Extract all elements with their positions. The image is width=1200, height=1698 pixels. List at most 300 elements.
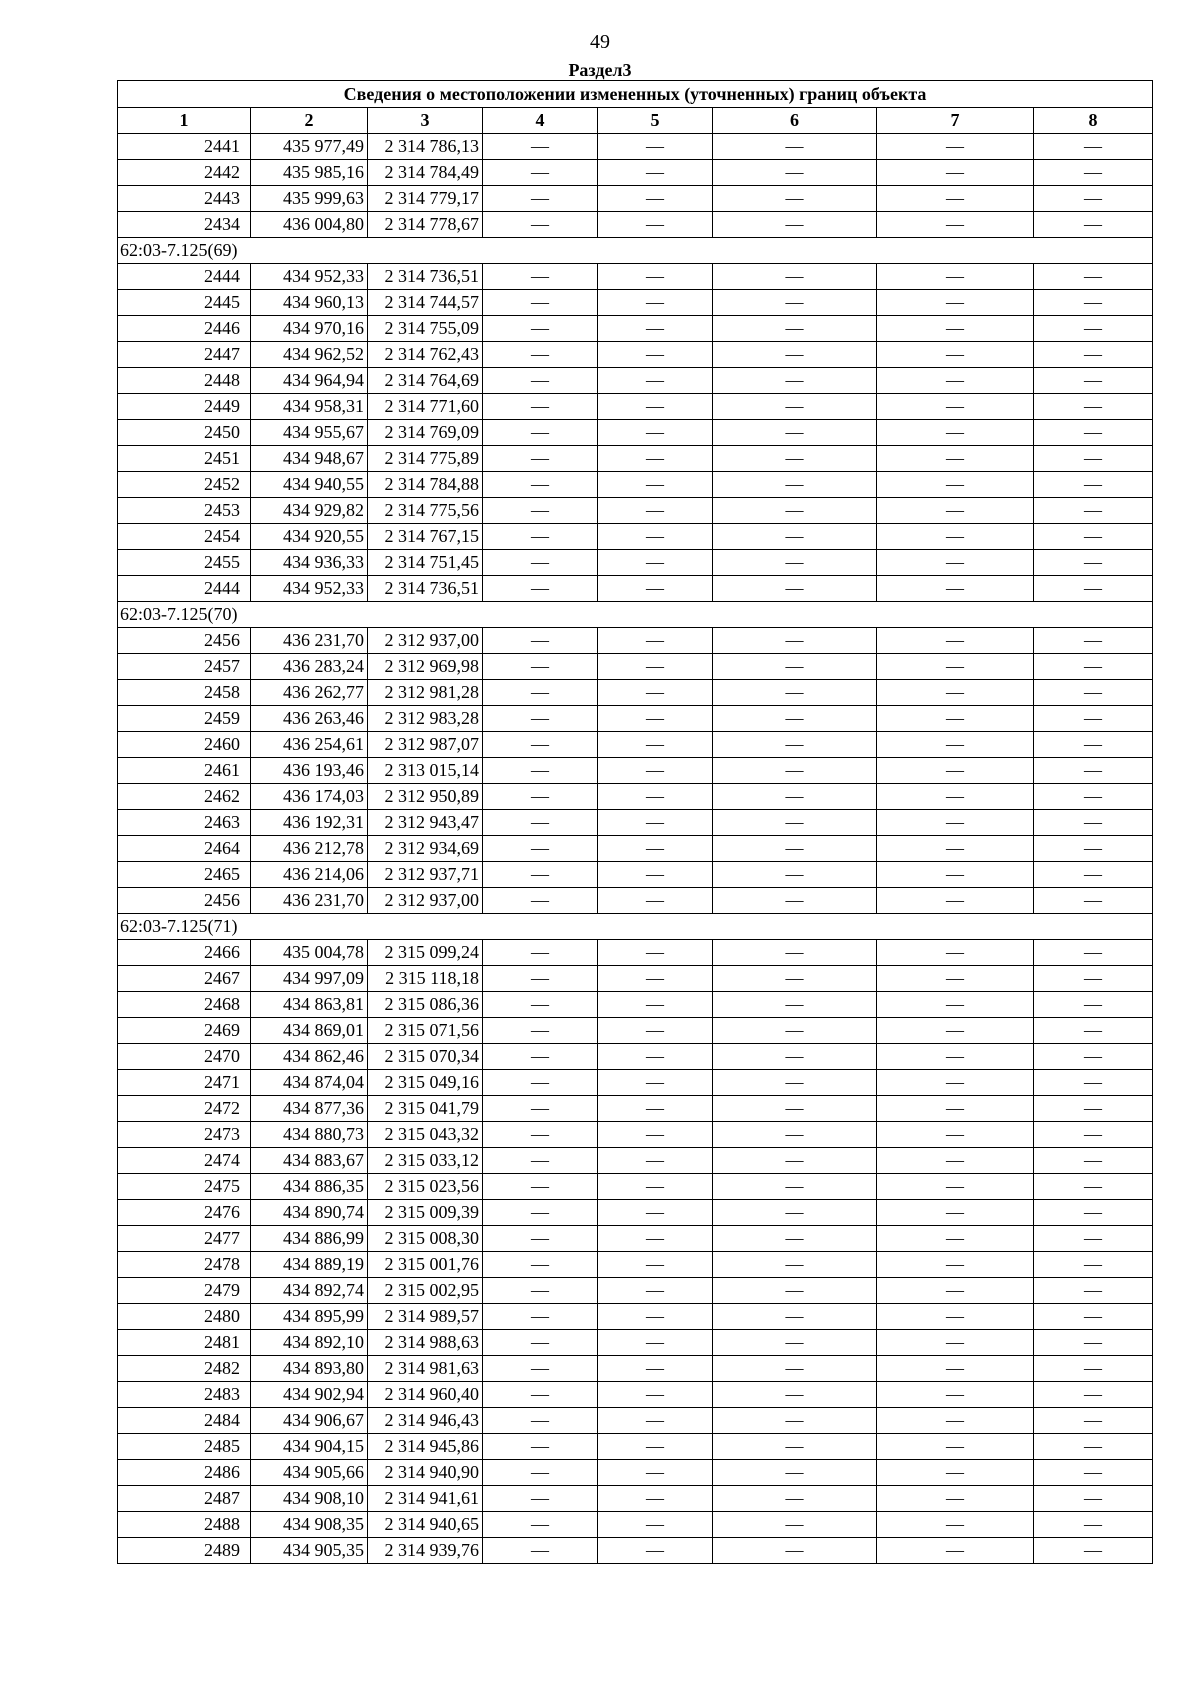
empty-dash-cell: — xyxy=(1034,1096,1153,1122)
empty-dash-cell: — xyxy=(713,784,877,810)
coord-x: 434 889,19 xyxy=(251,1252,368,1278)
empty-dash-cell: — xyxy=(483,420,598,446)
coord-y: 2 315 009,39 xyxy=(368,1200,483,1226)
coord-x: 434 964,94 xyxy=(251,368,368,394)
empty-dash-cell: — xyxy=(713,1408,877,1434)
coord-x: 434 880,73 xyxy=(251,1122,368,1148)
coord-x: 434 862,46 xyxy=(251,1044,368,1070)
empty-dash-cell: — xyxy=(598,992,713,1018)
empty-dash-cell: — xyxy=(483,1434,598,1460)
empty-dash-cell: — xyxy=(598,784,713,810)
empty-dash-cell: — xyxy=(713,1096,877,1122)
empty-dash-cell: — xyxy=(713,134,877,160)
empty-dash-cell: — xyxy=(483,940,598,966)
empty-dash-cell: — xyxy=(1034,368,1153,394)
empty-dash-cell: — xyxy=(598,212,713,238)
coord-x: 436 262,77 xyxy=(251,680,368,706)
table-row xyxy=(118,680,1153,706)
coord-x: 436 212,78 xyxy=(251,836,368,862)
empty-dash-cell: — xyxy=(713,1304,877,1330)
coord-y: 2 313 015,14 xyxy=(368,758,483,784)
coord-y: 2 315 041,79 xyxy=(368,1096,483,1122)
empty-dash-cell: — xyxy=(483,1018,598,1044)
empty-dash-cell: — xyxy=(713,628,877,654)
empty-dash-cell: — xyxy=(483,394,598,420)
empty-dash-cell: — xyxy=(1034,290,1153,316)
point-number: 2450 xyxy=(118,420,251,446)
empty-dash-cell: — xyxy=(483,1174,598,1200)
table-row xyxy=(118,368,1153,394)
coord-x: 434 906,67 xyxy=(251,1408,368,1434)
point-number: 2444 xyxy=(118,576,251,602)
empty-dash-cell: — xyxy=(483,1122,598,1148)
coord-y: 2 314 941,61 xyxy=(368,1486,483,1512)
table-row xyxy=(118,1434,1153,1460)
coord-x: 434 929,82 xyxy=(251,498,368,524)
empty-dash-cell: — xyxy=(483,862,598,888)
empty-dash-cell: — xyxy=(1034,784,1153,810)
empty-dash-cell: — xyxy=(598,888,713,914)
point-number: 2489 xyxy=(118,1538,251,1564)
empty-dash-cell: — xyxy=(877,186,1034,212)
coord-y: 2 312 950,89 xyxy=(368,784,483,810)
coord-y: 2 314 771,60 xyxy=(368,394,483,420)
table-body xyxy=(118,134,1153,1564)
empty-dash-cell: — xyxy=(877,1226,1034,1252)
coord-x: 434 892,10 xyxy=(251,1330,368,1356)
table-row xyxy=(118,446,1153,472)
coord-y: 2 314 988,63 xyxy=(368,1330,483,1356)
group-header-row xyxy=(118,238,1153,264)
empty-dash-cell: — xyxy=(713,394,877,420)
empty-dash-cell: — xyxy=(483,576,598,602)
coord-x: 436 283,24 xyxy=(251,654,368,680)
empty-dash-cell: — xyxy=(713,1148,877,1174)
empty-dash-cell: — xyxy=(1034,1174,1153,1200)
empty-dash-cell: — xyxy=(1034,1148,1153,1174)
empty-dash-cell: — xyxy=(1034,1382,1153,1408)
empty-dash-cell: — xyxy=(598,1434,713,1460)
empty-dash-cell: — xyxy=(1034,550,1153,576)
empty-dash-cell: — xyxy=(598,1486,713,1512)
table-row xyxy=(118,888,1153,914)
coord-x: 436 214,06 xyxy=(251,862,368,888)
empty-dash-cell: — xyxy=(598,498,713,524)
coord-y: 2 315 043,32 xyxy=(368,1122,483,1148)
point-number: 2477 xyxy=(118,1226,251,1252)
empty-dash-cell: — xyxy=(877,446,1034,472)
coord-x: 434 940,55 xyxy=(251,472,368,498)
empty-dash-cell: — xyxy=(598,524,713,550)
column-number: 5 xyxy=(598,108,713,134)
empty-dash-cell: — xyxy=(1034,1226,1153,1252)
empty-dash-cell: — xyxy=(483,1512,598,1538)
column-number: 2 xyxy=(251,108,368,134)
empty-dash-cell: — xyxy=(1034,758,1153,784)
coord-x: 434 970,16 xyxy=(251,316,368,342)
empty-dash-cell: — xyxy=(483,888,598,914)
table-row xyxy=(118,524,1153,550)
coord-y: 2 314 778,67 xyxy=(368,212,483,238)
coord-y: 2 314 762,43 xyxy=(368,342,483,368)
empty-dash-cell: — xyxy=(877,1330,1034,1356)
coord-x: 434 874,04 xyxy=(251,1070,368,1096)
point-number: 2442 xyxy=(118,160,251,186)
group-label: 62:03-7.125(69) xyxy=(118,238,1153,264)
table-row xyxy=(118,1486,1153,1512)
page-number: 49 xyxy=(590,31,610,53)
empty-dash-cell: — xyxy=(1034,680,1153,706)
coordinates-table xyxy=(117,80,1153,1564)
empty-dash-cell: — xyxy=(713,1278,877,1304)
empty-dash-cell: — xyxy=(1034,966,1153,992)
empty-dash-cell: — xyxy=(713,732,877,758)
empty-dash-cell: — xyxy=(713,1538,877,1564)
table-row xyxy=(118,316,1153,342)
empty-dash-cell: — xyxy=(598,862,713,888)
empty-dash-cell: — xyxy=(598,446,713,472)
empty-dash-cell: — xyxy=(713,966,877,992)
coord-x: 436 254,61 xyxy=(251,732,368,758)
empty-dash-cell: — xyxy=(713,1486,877,1512)
empty-dash-cell: — xyxy=(877,784,1034,810)
empty-dash-cell: — xyxy=(598,264,713,290)
coord-x: 436 231,70 xyxy=(251,628,368,654)
point-number: 2448 xyxy=(118,368,251,394)
empty-dash-cell: — xyxy=(598,680,713,706)
coord-x: 434 895,99 xyxy=(251,1304,368,1330)
point-number: 2466 xyxy=(118,940,251,966)
table-row xyxy=(118,1330,1153,1356)
table-row xyxy=(118,1252,1153,1278)
empty-dash-cell: — xyxy=(1034,446,1153,472)
empty-dash-cell: — xyxy=(877,1304,1034,1330)
empty-dash-cell: — xyxy=(483,368,598,394)
empty-dash-cell: — xyxy=(877,1538,1034,1564)
empty-dash-cell: — xyxy=(713,1044,877,1070)
empty-dash-cell: — xyxy=(483,1330,598,1356)
table-row xyxy=(118,576,1153,602)
coord-y: 2 314 775,56 xyxy=(368,498,483,524)
point-number: 2475 xyxy=(118,1174,251,1200)
coord-x: 434 958,31 xyxy=(251,394,368,420)
empty-dash-cell: — xyxy=(713,654,877,680)
empty-dash-cell: — xyxy=(713,498,877,524)
point-number: 2469 xyxy=(118,1018,251,1044)
empty-dash-cell: — xyxy=(877,732,1034,758)
coord-y: 2 314 769,09 xyxy=(368,420,483,446)
empty-dash-cell: — xyxy=(1034,1070,1153,1096)
coord-y: 2 314 744,57 xyxy=(368,290,483,316)
coord-x: 435 004,78 xyxy=(251,940,368,966)
empty-dash-cell: — xyxy=(713,1434,877,1460)
table-row xyxy=(118,1174,1153,1200)
coord-y: 2 314 981,63 xyxy=(368,1356,483,1382)
point-number: 2452 xyxy=(118,472,251,498)
empty-dash-cell: — xyxy=(877,420,1034,446)
empty-dash-cell: — xyxy=(1034,992,1153,1018)
empty-dash-cell: — xyxy=(483,732,598,758)
empty-dash-cell: — xyxy=(1034,186,1153,212)
point-number: 2482 xyxy=(118,1356,251,1382)
coord-y: 2 314 989,57 xyxy=(368,1304,483,1330)
empty-dash-cell: — xyxy=(877,472,1034,498)
empty-dash-cell: — xyxy=(713,1460,877,1486)
coord-x: 434 920,55 xyxy=(251,524,368,550)
empty-dash-cell: — xyxy=(598,1356,713,1382)
empty-dash-cell: — xyxy=(483,498,598,524)
empty-dash-cell: — xyxy=(1034,888,1153,914)
empty-dash-cell: — xyxy=(877,966,1034,992)
point-number: 2479 xyxy=(118,1278,251,1304)
empty-dash-cell: — xyxy=(1034,654,1153,680)
coord-x: 434 892,74 xyxy=(251,1278,368,1304)
coord-y: 2 315 071,56 xyxy=(368,1018,483,1044)
table-row xyxy=(118,966,1153,992)
empty-dash-cell: — xyxy=(1034,862,1153,888)
empty-dash-cell: — xyxy=(598,420,713,446)
empty-dash-cell: — xyxy=(598,576,713,602)
empty-dash-cell: — xyxy=(1034,1434,1153,1460)
empty-dash-cell: — xyxy=(598,1096,713,1122)
empty-dash-cell: — xyxy=(1034,940,1153,966)
empty-dash-cell: — xyxy=(713,706,877,732)
empty-dash-cell: — xyxy=(877,1148,1034,1174)
empty-dash-cell: — xyxy=(713,524,877,550)
empty-dash-cell: — xyxy=(1034,1044,1153,1070)
empty-dash-cell: — xyxy=(483,758,598,784)
empty-dash-cell: — xyxy=(877,316,1034,342)
empty-dash-cell: — xyxy=(877,1434,1034,1460)
table-row xyxy=(118,992,1153,1018)
coord-x: 435 985,16 xyxy=(251,160,368,186)
empty-dash-cell: — xyxy=(713,368,877,394)
empty-dash-cell: — xyxy=(598,1174,713,1200)
table-row xyxy=(118,654,1153,680)
empty-dash-cell: — xyxy=(713,836,877,862)
empty-dash-cell: — xyxy=(598,342,713,368)
empty-dash-cell: — xyxy=(713,680,877,706)
empty-dash-cell: — xyxy=(483,1096,598,1122)
empty-dash-cell: — xyxy=(877,524,1034,550)
empty-dash-cell: — xyxy=(483,264,598,290)
empty-dash-cell: — xyxy=(1034,1252,1153,1278)
table-row xyxy=(118,810,1153,836)
coord-y: 2 315 002,95 xyxy=(368,1278,483,1304)
empty-dash-cell: — xyxy=(877,1382,1034,1408)
table-row xyxy=(118,472,1153,498)
coord-x: 434 869,01 xyxy=(251,1018,368,1044)
table-row xyxy=(118,706,1153,732)
empty-dash-cell: — xyxy=(483,316,598,342)
empty-dash-cell: — xyxy=(877,1486,1034,1512)
empty-dash-cell: — xyxy=(713,810,877,836)
empty-dash-cell: — xyxy=(483,290,598,316)
table-row xyxy=(118,1070,1153,1096)
empty-dash-cell: — xyxy=(1034,420,1153,446)
empty-dash-cell: — xyxy=(1034,1356,1153,1382)
table-row xyxy=(118,420,1153,446)
table-row xyxy=(118,1044,1153,1070)
point-number: 2455 xyxy=(118,550,251,576)
empty-dash-cell: — xyxy=(877,654,1034,680)
empty-dash-cell: — xyxy=(598,810,713,836)
coord-x: 434 997,09 xyxy=(251,966,368,992)
empty-dash-cell: — xyxy=(1034,732,1153,758)
coord-y: 2 312 981,28 xyxy=(368,680,483,706)
empty-dash-cell: — xyxy=(877,1200,1034,1226)
empty-dash-cell: — xyxy=(713,212,877,238)
coord-y: 2 314 736,51 xyxy=(368,576,483,602)
empty-dash-cell: — xyxy=(877,1512,1034,1538)
coord-x: 436 004,80 xyxy=(251,212,368,238)
coord-x: 434 886,99 xyxy=(251,1226,368,1252)
coord-y: 2 312 983,28 xyxy=(368,706,483,732)
coord-y: 2 314 960,40 xyxy=(368,1382,483,1408)
coord-y: 2 314 755,09 xyxy=(368,316,483,342)
empty-dash-cell: — xyxy=(1034,1122,1153,1148)
empty-dash-cell: — xyxy=(877,1070,1034,1096)
table-row xyxy=(118,1018,1153,1044)
empty-dash-cell: — xyxy=(877,1408,1034,1434)
coord-x: 434 877,36 xyxy=(251,1096,368,1122)
empty-dash-cell: — xyxy=(877,264,1034,290)
coord-y: 2 312 969,98 xyxy=(368,654,483,680)
point-number: 2446 xyxy=(118,316,251,342)
coord-y: 2 314 784,88 xyxy=(368,472,483,498)
empty-dash-cell: — xyxy=(598,186,713,212)
empty-dash-cell: — xyxy=(713,1226,877,1252)
empty-dash-cell: — xyxy=(1034,1486,1153,1512)
empty-dash-cell: — xyxy=(598,732,713,758)
coord-x: 434 948,67 xyxy=(251,446,368,472)
table-caption: Сведения о местоположении измененных (уточненных) границ объекта xyxy=(118,81,1153,108)
empty-dash-cell: — xyxy=(1034,1408,1153,1434)
empty-dash-cell: — xyxy=(713,446,877,472)
empty-dash-cell: — xyxy=(877,1174,1034,1200)
table-row xyxy=(118,498,1153,524)
point-number: 2451 xyxy=(118,446,251,472)
empty-dash-cell: — xyxy=(598,654,713,680)
coord-x: 434 962,52 xyxy=(251,342,368,368)
empty-dash-cell: — xyxy=(483,706,598,732)
empty-dash-cell: — xyxy=(1034,576,1153,602)
empty-dash-cell: — xyxy=(877,1122,1034,1148)
empty-dash-cell: — xyxy=(713,1018,877,1044)
empty-dash-cell: — xyxy=(598,316,713,342)
empty-dash-cell: — xyxy=(483,342,598,368)
point-number: 2468 xyxy=(118,992,251,1018)
coord-y: 2 315 070,34 xyxy=(368,1044,483,1070)
empty-dash-cell: — xyxy=(713,992,877,1018)
coord-y: 2 314 751,45 xyxy=(368,550,483,576)
empty-dash-cell: — xyxy=(598,628,713,654)
table-row xyxy=(118,264,1153,290)
coord-y: 2 315 008,30 xyxy=(368,1226,483,1252)
empty-dash-cell: — xyxy=(877,1252,1034,1278)
empty-dash-cell: — xyxy=(483,628,598,654)
empty-dash-cell: — xyxy=(713,1512,877,1538)
point-number: 2481 xyxy=(118,1330,251,1356)
coord-x: 434 893,80 xyxy=(251,1356,368,1382)
empty-dash-cell: — xyxy=(877,1018,1034,1044)
empty-dash-cell: — xyxy=(877,706,1034,732)
empty-dash-cell: — xyxy=(877,342,1034,368)
empty-dash-cell: — xyxy=(713,1122,877,1148)
empty-dash-cell: — xyxy=(1034,264,1153,290)
coord-x: 434 863,81 xyxy=(251,992,368,1018)
table-row xyxy=(118,1304,1153,1330)
empty-dash-cell: — xyxy=(1034,316,1153,342)
empty-dash-cell: — xyxy=(598,1148,713,1174)
empty-dash-cell: — xyxy=(877,940,1034,966)
column-number-row xyxy=(118,108,1153,134)
coord-y: 2 314 736,51 xyxy=(368,264,483,290)
table-row xyxy=(118,758,1153,784)
point-number: 2483 xyxy=(118,1382,251,1408)
empty-dash-cell: — xyxy=(877,1044,1034,1070)
empty-dash-cell: — xyxy=(713,1070,877,1096)
empty-dash-cell: — xyxy=(483,1486,598,1512)
coord-y: 2 312 987,07 xyxy=(368,732,483,758)
point-number: 2453 xyxy=(118,498,251,524)
coord-y: 2 315 086,36 xyxy=(368,992,483,1018)
empty-dash-cell: — xyxy=(713,576,877,602)
table-row xyxy=(118,732,1153,758)
table-row xyxy=(118,134,1153,160)
table-row xyxy=(118,940,1153,966)
empty-dash-cell: — xyxy=(598,940,713,966)
empty-dash-cell: — xyxy=(483,1382,598,1408)
table-row xyxy=(118,186,1153,212)
empty-dash-cell: — xyxy=(598,1408,713,1434)
table-row xyxy=(118,1226,1153,1252)
empty-dash-cell: — xyxy=(483,446,598,472)
coord-x: 434 890,74 xyxy=(251,1200,368,1226)
empty-dash-cell: — xyxy=(598,368,713,394)
coord-x: 434 883,67 xyxy=(251,1148,368,1174)
empty-dash-cell: — xyxy=(877,576,1034,602)
empty-dash-cell: — xyxy=(483,1278,598,1304)
point-number: 2480 xyxy=(118,1304,251,1330)
section-title: Раздел3 xyxy=(568,60,632,80)
empty-dash-cell: — xyxy=(598,758,713,784)
point-number: 2456 xyxy=(118,888,251,914)
point-number: 2467 xyxy=(118,966,251,992)
coord-x: 434 902,94 xyxy=(251,1382,368,1408)
coord-x: 434 905,35 xyxy=(251,1538,368,1564)
group-label: 62:03-7.125(70) xyxy=(118,602,1153,628)
table-row xyxy=(118,212,1153,238)
point-number: 2471 xyxy=(118,1070,251,1096)
empty-dash-cell: — xyxy=(598,1304,713,1330)
coord-x: 434 886,35 xyxy=(251,1174,368,1200)
empty-dash-cell: — xyxy=(713,186,877,212)
empty-dash-cell: — xyxy=(877,290,1034,316)
empty-dash-cell: — xyxy=(598,1460,713,1486)
empty-dash-cell: — xyxy=(1034,1512,1153,1538)
point-number: 2445 xyxy=(118,290,251,316)
point-number: 2465 xyxy=(118,862,251,888)
empty-dash-cell: — xyxy=(598,1200,713,1226)
empty-dash-cell: — xyxy=(598,1018,713,1044)
point-number: 2456 xyxy=(118,628,251,654)
empty-dash-cell: — xyxy=(877,628,1034,654)
table-row xyxy=(118,1096,1153,1122)
empty-dash-cell: — xyxy=(1034,212,1153,238)
empty-dash-cell: — xyxy=(483,1356,598,1382)
table-row xyxy=(118,160,1153,186)
